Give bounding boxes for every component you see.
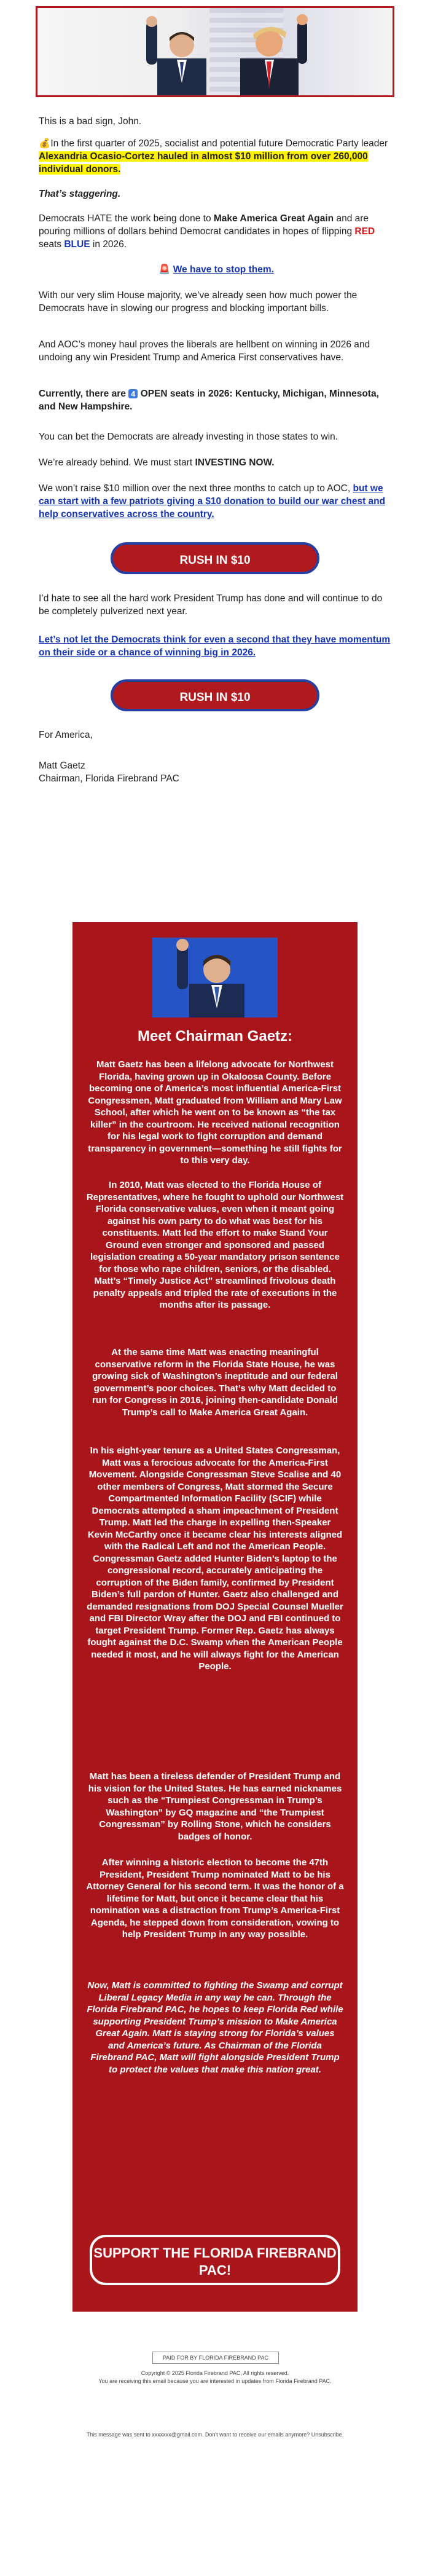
person-right-image <box>231 12 308 95</box>
person-left-image <box>145 15 219 95</box>
signoff: For America, <box>39 730 93 740</box>
staggering-line: That’s staggering. <box>39 189 121 199</box>
support-pac-button[interactable]: SUPPORT THE FLORIDA FIREBRAND PAC! <box>90 2235 340 2285</box>
bio-paragraph-6: After winning a historic election to become the 47th President, President Trump nominated Matt to be his Attorney General for his second term. It was the honor of a lifetime for Matt, but once it became clear that his nomination was a distraction from Trump’s America-First Agenda, he stepped down from consideration, vowing to help President Trump in any way possible. <box>86 1857 344 1940</box>
number-badge: 4 <box>128 389 138 398</box>
siren-icon: 🚨 <box>158 264 171 275</box>
sent-to-text[interactable]: This message was sent to xxxxxxx@gmail.com. Don't want to receive our emails anymore? Unsubscribe. <box>86 2432 344 2438</box>
greeting-text: This is a bad sign, John. <box>39 116 142 127</box>
open-seats-paragraph: Currently, there are 4 OPEN seats in 2026: Kentucky, Michigan, Minnesota, and New Hampshire. <box>39 389 379 412</box>
majority-paragraph: With our very slim House majority, we’ve already seen how much power the Democrats have in slowing our progress and blocking important bills. <box>39 290 358 314</box>
bio-section <box>72 922 358 2312</box>
democrats-paragraph: Democrats HATE the work being done to Make America Great Again and are pouring millions of dollars behind Democrat candidates in hopes of flipping RED seats BLUE in 2026. <box>39 213 375 250</box>
copyright-text: Copyright © 2025 Florida Firebrand PAC, All rights reserved. <box>141 2370 289 2376</box>
stop-them-link[interactable]: We have to stop them. <box>173 264 274 275</box>
bio-heading: Meet Chairman Gaetz: <box>137 1028 293 1045</box>
stop-them-row <box>39 263 394 276</box>
signature <box>39 759 394 785</box>
aoc-haul-paragraph: And AOC’s money haul proves the liberals are hellbent on winning in 2026 and undoing any win President Trump and America First conservatives have. <box>39 339 370 363</box>
aoc-highlight: Alexandria Ocasio-Cortez hauled in almost $10 million from over 260,000 individual donors. <box>39 151 368 175</box>
reason-text: You are receiving this email because you are interested in updates from Florida Firebrand PAC. <box>98 2378 332 2384</box>
chairman-photo <box>152 938 278 1017</box>
bio-paragraph-7: Now, Matt is committed to fighting the Swamp and corrupt Liberal Legacy Media in any way he can. Through the Florida Firebrand PAC, he hopes to keep Florida Red while supporting President Trump’s mission to Make America Great Again. Matt is staying strong for Florida’s values and America’s future. As Chairman of the Florida Firebrand PAC, Matt will fight alongside President Trump to protect the values that make this nation great. <box>87 1980 343 2075</box>
bio-paragraph-2: In 2010, Matt was elected to the Florida House of Representatives, where he fought to uphold our Northwest Florida conservative values, even when it meant going against his own party to do what was best for his constituents. Matt led the effort to make Stand Your Ground even stronger and sponsored and passed legislation creating a 50-year mandatory prison sentence for those who rape children, seniors, or the disabled. Matt’s “Timely Justice Act” streamlined frivolous death penalty appeals and tripled the rate of executions in the months after its passage. <box>86 1180 344 1310</box>
hero-banner <box>36 6 394 97</box>
signer-title: Chairman, Florida Firebrand PAC <box>39 773 179 784</box>
bio-paragraph-4: In his eight-year tenure as a United States Congressman, Matt was a ferocious advocate for the America-First Movement. Alongside Congressman Steve Scalise and 40 other members of Congress, Matt stormed the Secure Compartmented Information Facility (SCIF) while Democrats attempted a sham impeachment of President Trump. Matt led the charge in expelling then-Speaker Kevin McCarthy once it became clear his interests aligned with the Radical Left and not the American People. Congressman Gaetz added Hunter Biden’s laptop to the congressional record, accurately anticipating the corruption of the Biden family, confirmed by President Biden’s full pardon of Hunter. Gaetz also challenged and demanded resignations from DOJ Special Counsel Mueller and FBI Director Wray after the DOJ and FBI continued to target President Trump. Former Rep. Gaetz has always fought against the D.C. Swamp when the American People needed it most, and he will always fight for the American People. <box>87 1445 343 1672</box>
greeting <box>39 115 394 128</box>
raise-paragraph: We won’t raise $10 million over the next three months to catch up to AOC, but we can start with a few patriots giving a $10 donation to build our war chest and help conservatives across the country. <box>39 483 386 520</box>
bio-paragraph-3: At the same time Matt was enacting meaningful conservative reform in the Florida State House, he was growing sick of Washington’s ineptitude and our federal government’s poor choices. That’s why Matt decided to run for Congress in 2016, joining then-candidate Donald Trump’s call to Make America Great Again. <box>92 1347 338 1418</box>
rush-in-button-1[interactable]: RUSH IN $10 <box>111 542 319 574</box>
momentum-paragraph <box>39 633 394 659</box>
signer-name: Matt Gaetz <box>39 761 85 771</box>
money-bag-icon: 💰 <box>39 138 51 149</box>
rush-in-button-2[interactable]: RUSH IN $10 <box>111 679 319 711</box>
bio-paragraph-1: Matt Gaetz has been a lifelong advocate for Northwest Florida, having grown up in Okaloosa County. Before becoming one of America’s most influential America-First Congressmen, Matt graduated from William and Mary Law School, after which he went on to be known as “the tax killer” in the courtroom. He received national recognition for his legal work to fight corruption and demand transparency in government—something he still fights for to this very day. <box>88 1059 342 1166</box>
behind-line: We’re already behind. We must start INVESTING NOW. <box>39 457 275 468</box>
bio-paragraph-5: Matt has been a tireless defender of President Trump and his vision for the United States. He has earned nicknames such as the “Trumpiest Congressman in Trump’s Washington” by GQ magazine and “the Trumpiest Congressman” by Rolling Stone, which he considers badges of honor. <box>88 1771 342 1842</box>
aoc-paragraph: 💰In the first quarter of 2025, socialist and potential future Democratic Party leader Alexandria Ocasio-Cortez hauled in almost $10 million from over 260,000 individual donors. <box>39 138 388 175</box>
donate-link[interactable]: but we can start with a few patriots giving a $10 donation to build our war chest and help conservatives across the country. <box>39 483 386 520</box>
paid-for-box: PAID FOR BY FLORIDA FIREBRAND PAC <box>152 2352 279 2364</box>
momentum-link[interactable]: Let’s not let the Democrats think for even a second that they have momentum on their side or a chance of winning big in 2026. <box>39 634 391 658</box>
hate-paragraph: I’d hate to see all the hard work President Trump has done and will continue to do be completely pulverized next year. <box>39 593 383 617</box>
investing-line: You can bet the Democrats are already investing in those states to win. <box>39 432 338 442</box>
